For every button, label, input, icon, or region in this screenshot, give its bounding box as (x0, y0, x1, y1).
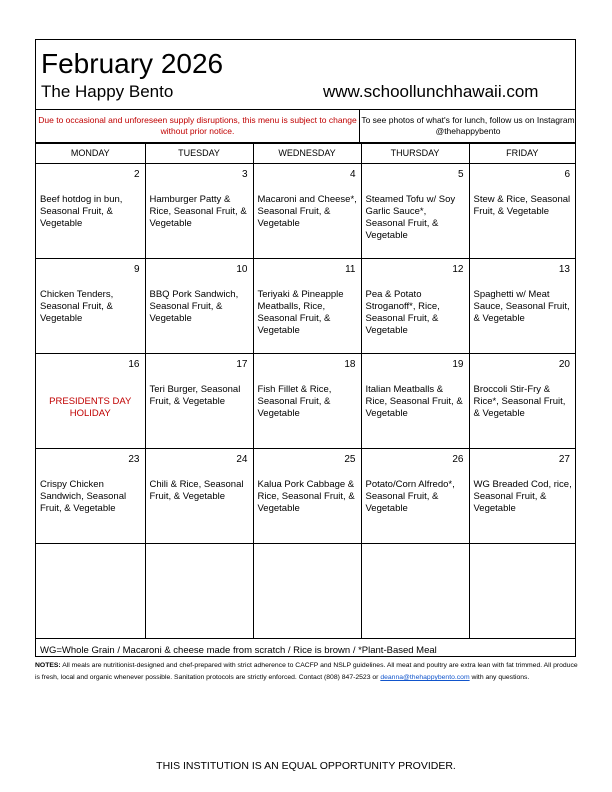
week-row (36, 449, 575, 544)
week-row (36, 259, 575, 354)
day-number: 25 (344, 454, 356, 465)
weekday-header-row (36, 143, 575, 164)
notes-label: NOTES: (35, 662, 61, 669)
supply-notice: Due to occasional and unforeseen supply disruptions, this menu is subject to change without prior notice. (36, 110, 360, 143)
meal-text: Fish Fillet & Rice, Seasonal Fruit, & Vegetable (257, 384, 332, 419)
day-cell (145, 449, 253, 544)
day-number: 19 (452, 359, 464, 370)
meal-text: WG Breaded Cod, rice, Seasonal Fruit, & Vegetable (473, 479, 572, 514)
weekday-header: WEDNESDAY (253, 143, 361, 164)
meal-text: Pea & Potato Stroganoff*, Rice, Seasonal Fruit, & Vegetable (365, 289, 440, 336)
notes-paragraph (35, 660, 580, 684)
weekday-header: FRIDAY (469, 143, 575, 164)
day-cell (253, 164, 361, 259)
day-number: 18 (344, 359, 356, 370)
day-number: 20 (558, 359, 570, 370)
weekday-header: THURSDAY (361, 143, 469, 164)
email-link[interactable]: deanna@thehappybento.com (380, 674, 470, 681)
meal-text: Teri Burger, Seasonal Fruit, & Vegetable (149, 384, 241, 407)
instagram-notice: To see photos of what's for lunch, follow us on Instagram @thehappybento (361, 115, 575, 136)
menu-calendar (36, 142, 575, 661)
day-cell (253, 354, 361, 449)
empty-cell (361, 544, 469, 639)
holiday-text: PRESIDENTS DAY HOLIDAY (49, 396, 132, 419)
day-cell (361, 164, 469, 259)
page-title: February 2026 (41, 48, 224, 79)
company-name: The Happy Bento (41, 82, 174, 101)
legend-text: WG=Whole Grain / Macaroni & cheese made from scratch / Rice is brown / *Plant-Based Meal (36, 639, 575, 662)
meal-text: Steamed Tofu w/ Soy Garlic Sauce*, Seasonal Fruit, & Vegetable (365, 194, 456, 241)
day-number: 3 (241, 169, 248, 180)
meal-text: BBQ Pork Sandwich, Seasonal Fruit, & Vegetable (149, 289, 239, 324)
meal-text: Broccoli Stir-Fry & Rice*, Seasonal Fruit, & Vegetable (473, 384, 566, 419)
day-number: 17 (236, 359, 248, 370)
meal-text: Spaghetti w/ Meat Sauce, Seasonal Fruit, & Vegetable (473, 289, 570, 324)
day-number: 10 (236, 264, 248, 275)
equal-opportunity-footer: THIS INSTITUTION IS AN EQUAL OPPORTUNITY PROVIDER. (156, 760, 456, 772)
weekday-header: TUESDAY (145, 143, 253, 164)
day-cell (36, 449, 145, 544)
day-cell (36, 259, 145, 354)
notes-tail: with any questions. (469, 674, 530, 681)
meal-text: Stew & Rice, Seasonal Fruit, & Vegetable (473, 194, 571, 217)
day-cell (361, 354, 469, 449)
empty-cell (145, 544, 253, 639)
notes-text: All meals are nutritionist-designed and chef-prepared with strict adherence to CACFP and NSLP guidelines. All meat and poultry are extra lean with fat trimmed. All produce is fresh, local and organic whenever possible. Sanitation protocols are strictly enforced. Contact (808) 847-2523 or (35, 662, 578, 681)
empty-cell (469, 544, 575, 639)
meal-text: Kalua Pork Cabbage & Rice, Seasonal Fruit, & Vegetable (257, 479, 355, 514)
day-number: 23 (128, 454, 140, 465)
empty-cell (36, 544, 145, 639)
legend-row (36, 639, 575, 662)
day-cell (253, 449, 361, 544)
day-cell (253, 259, 361, 354)
meal-text: Chili & Rice, Seasonal Fruit, & Vegetable (149, 479, 244, 502)
day-number: 24 (236, 454, 248, 465)
day-number: 13 (558, 264, 570, 275)
day-cell (145, 259, 253, 354)
meal-text: Macaroni and Cheese*, Seasonal Fruit, & Vegetable (257, 194, 357, 229)
day-cell (145, 164, 253, 259)
meal-text: Teriyaki & Pineapple Meatballs, Rice, Seasonal Fruit, & Vegetable (257, 289, 344, 336)
week-row (36, 354, 575, 449)
day-number: 27 (558, 454, 570, 465)
day-cell (469, 449, 575, 544)
day-cell (469, 259, 575, 354)
day-number: 4 (349, 169, 356, 180)
day-cell (469, 164, 575, 259)
meal-text: Chicken Tenders, Seasonal Fruit, & Vegetable (40, 289, 114, 324)
day-cell (469, 354, 575, 449)
day-number: 26 (452, 454, 464, 465)
day-number: 6 (564, 169, 570, 180)
meal-text: Potato/Corn Alfredo*, Seasonal Fruit, & Vegetable (365, 479, 455, 514)
day-number: 12 (452, 264, 464, 275)
day-cell (36, 354, 145, 449)
day-cell (361, 259, 469, 354)
empty-week-row (36, 544, 575, 639)
day-cell (361, 449, 469, 544)
meal-text: Crispy Chicken Sandwich, Seasonal Fruit, & Vegetable (40, 479, 127, 514)
day-number: 9 (133, 264, 140, 275)
week-row (36, 164, 575, 259)
day-cell (145, 354, 253, 449)
weekday-header: MONDAY (36, 143, 145, 164)
menu-frame (35, 39, 576, 657)
meal-text: Hamburger Patty & Rice, Seasonal Fruit, & Vegetable (149, 194, 247, 229)
website-text: www.schoollunchhawaii.com (323, 82, 539, 101)
day-number: 5 (457, 169, 464, 180)
notice-row (36, 109, 575, 144)
meal-text: Italian Meatballs & Rice, Seasonal Fruit, & Vegetable (365, 384, 463, 419)
day-cell (36, 164, 145, 259)
meal-text: Beef hotdog in bun, Seasonal Fruit, & Vegetable (40, 194, 123, 229)
day-number: 16 (128, 359, 140, 370)
day-number: 11 (345, 264, 356, 275)
day-number: 2 (133, 169, 140, 180)
empty-cell (253, 544, 361, 639)
